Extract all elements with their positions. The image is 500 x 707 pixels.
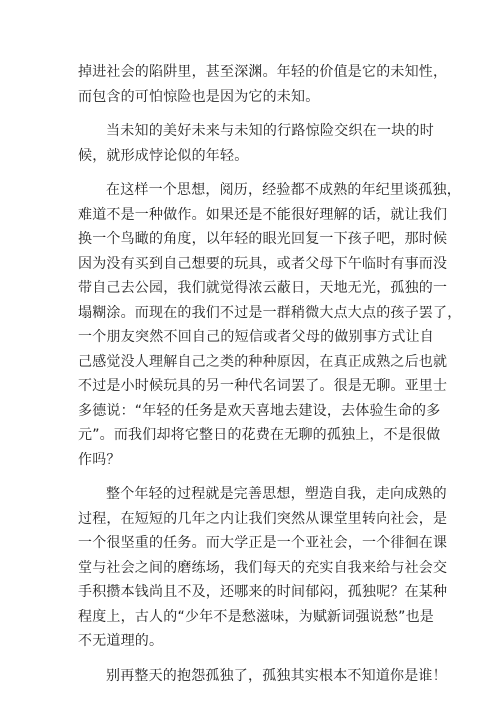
text-line: 在这样一个思想，阅历，经验都不成熟的年纪里谈孤独， (106, 182, 461, 198)
paragraph-1 (78, 60, 448, 109)
text-line: 而包含的可怕惊险也是因为它的未知。 (78, 88, 320, 105)
text-line: 因为没有买到自己想要的玩具，或者父母下午临时有事而没 (78, 255, 448, 272)
paragraph-2 (78, 119, 434, 168)
text-line: 一个很坚重的任务。而大学正是一个亚社会，一个徘徊在课 (78, 535, 448, 551)
text-line: 程度上，古人的“少年不是愁滋味，为赋新词强说愁”也是 (78, 608, 434, 625)
text-line: 换一个鸟瞰的角度，以年轻的眼光回复一下孩子吧，那时候 (78, 231, 448, 247)
paragraph-3 (78, 178, 462, 472)
text-line: 一个朋友突然不回自己的短信或者父母的做别事方式让自 (78, 329, 434, 345)
text-line: 别再整天的抱怨孤独了，孤独其实根本不知道你是谁！ (106, 667, 447, 684)
text-line: 不过是小时候玩具的另一种代名词罢了。很是无聊。亚里士 (78, 378, 448, 394)
text-line: 己感觉没人理解自己之类的种种原因，在真正成熟之后也就 (78, 353, 448, 370)
text-line: 整个年轻的过程就是完善思想，塑造自我，走向成熟的 (106, 486, 447, 502)
text-line: 难道不是一种做作。如果还是不能很好理解的话，就让我们 (78, 206, 448, 223)
text-line: 多德说：“年轻的任务是欢天喜地去建设，去体验生命的多 (78, 402, 441, 419)
text-line: 过程，在短短的几年之内让我们突然从课堂里转向社会，是 (78, 510, 448, 527)
text-line: 当未知的美好未来与未知的行路惊险交织在一块的时 (106, 123, 434, 139)
text-line: 手积攒本钱尚且不及，还哪来的时间郁闷，孤独呢？在某种 (78, 584, 448, 600)
text-line: 候，就形成悖论似的年轻。 (78, 147, 249, 164)
paragraph-5 (78, 664, 447, 689)
text-line: 塌糊涂。而现在的我们不过是一群稍微大点大点的孩子罢了， (78, 304, 462, 321)
text-line: 堂与社会之间的磨练场，我们每天的充实自我来给与社会交 (78, 559, 448, 576)
text-line: 带自己去公园，我们就觉得浓云蔽日，天地无光，孤独的一 (78, 280, 448, 296)
paragraph-4 (78, 482, 448, 654)
text-line: 作吗？ (78, 451, 121, 468)
text-line: 掉进社会的陷阱里，甚至深渊。年轻的价值是它的未知性， (78, 64, 448, 80)
text-line: 不无道理的。 (78, 633, 164, 649)
text-line: 元”。而我们却将它整日的花费在无聊的孤独上，不是很做 (78, 427, 441, 443)
document-body (78, 60, 462, 698)
